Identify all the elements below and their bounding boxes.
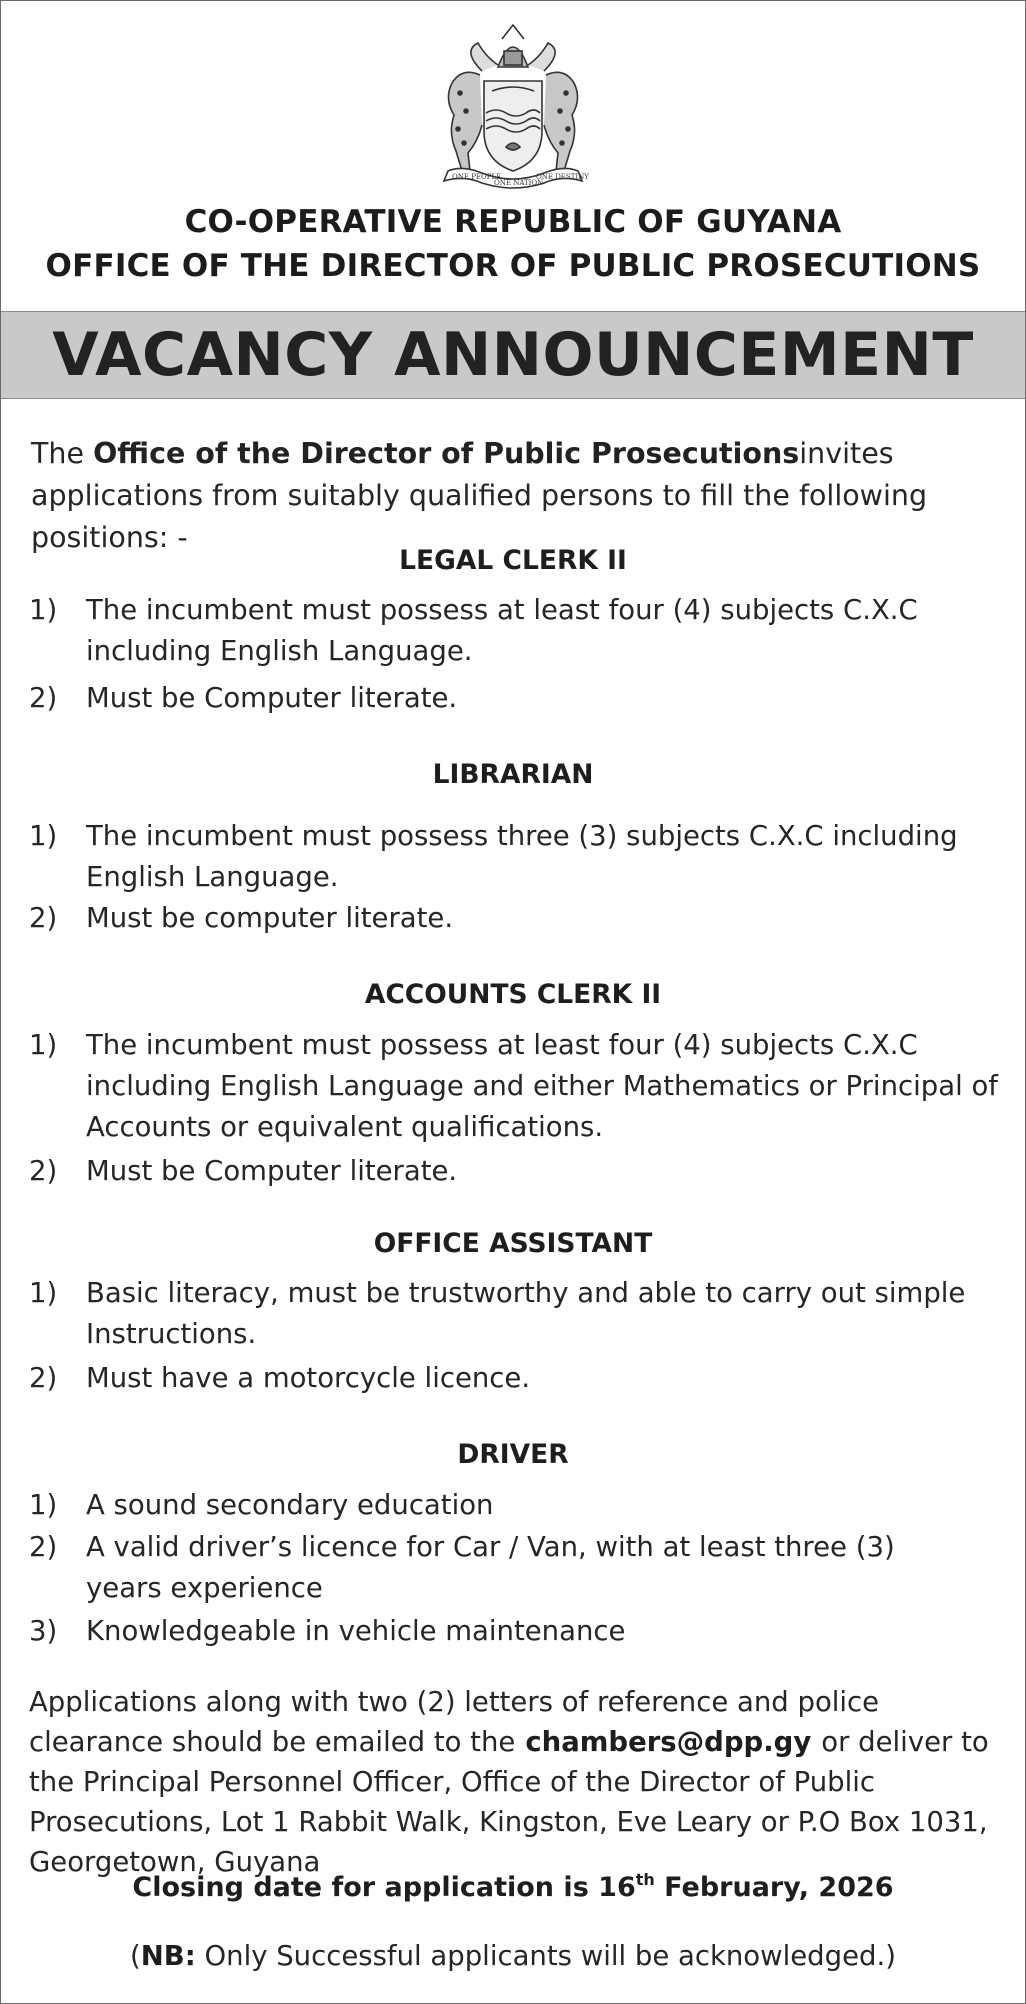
country-heading: CO-OPERATIVE REPUBLIC OF GUYANA: [184, 204, 842, 240]
requirement-text: The incumbent must possess at least four (4) subjects C.X.C including English Language.: [86, 594, 918, 667]
position-title: DRIVER: [457, 1439, 569, 1470]
requirement-number: 1): [29, 820, 58, 852]
application-text-2: or deliver to the Principal Personnel Officer, Office of the Director of Public Prosecutions, Lot 1 Rabbit Walk, Kingston, Eve Leary or P.O Box 1031, Georgetown, Guyana: [29, 1726, 989, 1878]
banner-title: VACANCY ANNOUNCEMENT: [52, 320, 974, 390]
note-label: NB:: [140, 1940, 196, 1972]
intro-paragraph: [31, 433, 1016, 559]
application-text-1: Applications along with two (2) letters of reference and police clearance should be emailed to the: [29, 1686, 880, 1758]
intro-suffix: invites applications from suitably qualified persons to fill the following positions: -: [31, 437, 928, 554]
crest-motto-2: ONE NATION: [494, 179, 544, 187]
office-heading: OFFICE OF THE DIRECTOR OF PUBLIC PROSECUTIONS: [45, 248, 981, 284]
requirement-number: 2): [29, 902, 58, 934]
requirement-text: Basic literacy, must be trustworthy and able to carry out simple Instructions.: [86, 1277, 966, 1350]
requirement-text: The incumbent must possess at least four (4) subjects C.X.C including English Language and either Mathematics or Principal of Accounts or equivalent qualifications.: [86, 1029, 998, 1143]
requirement-text: Must be computer literate.: [86, 902, 454, 934]
application-instructions: [29, 1682, 1019, 1882]
requirement-number: 2): [29, 1362, 58, 1394]
note-open: (: [130, 1940, 141, 1972]
closing-prefix: Closing date for application is 16: [132, 1872, 636, 1903]
requirement-text: Must have a motorcycle licence.: [86, 1362, 531, 1394]
intro-office: Office of the Director of Public Prosecutions: [93, 437, 800, 470]
intro-prefix: The: [31, 437, 94, 470]
requirement-number: 1): [29, 594, 58, 626]
crest-motto-3: ONE DESTINY: [536, 173, 589, 181]
requirement-number: 2): [29, 682, 58, 714]
position-title: LIBRARIAN: [432, 759, 594, 790]
position-title: LEGAL CLERK II: [399, 545, 627, 576]
acknowledgement-note: [1, 1940, 1025, 1972]
requirement-number: 1): [29, 1489, 58, 1521]
closing-date: [1, 1870, 1025, 1903]
requirement-text: Must be Computer literate.: [86, 1155, 458, 1187]
requirement-number: 1): [29, 1029, 58, 1061]
crest-motto-1: ONE PEOPLE: [452, 173, 502, 181]
guyana-coat-of-arms-icon: [422, 21, 604, 193]
application-email-link[interactable]: chambers@dpp.gy: [525, 1726, 812, 1758]
requirement-text: Must be Computer literate.: [86, 682, 458, 714]
requirement-number: 1): [29, 1277, 58, 1309]
requirement-number: 2): [29, 1155, 58, 1187]
requirement-text: Knowledgeable in vehicle maintenance: [86, 1615, 626, 1647]
note-text: Only Successful applicants will be acknowledged.): [195, 1940, 896, 1972]
requirement-text: The incumbent must possess three (3) subjects C.X.C including English Language.: [86, 820, 958, 893]
closing-suffix: February, 2026: [654, 1872, 894, 1903]
requirement-text: A sound secondary education: [86, 1489, 494, 1521]
position-title: OFFICE ASSISTANT: [373, 1228, 653, 1259]
requirement-number: 3): [29, 1615, 58, 1647]
requirement-number: 2): [29, 1531, 58, 1563]
closing-ordinal: th: [635, 1870, 655, 1889]
position-title: ACCOUNTS CLERK II: [364, 979, 662, 1010]
requirement-text: A valid driver’s licence for Car / Van, with at least three (3) years experience: [86, 1531, 895, 1604]
vacancy-banner: [1, 311, 1025, 399]
